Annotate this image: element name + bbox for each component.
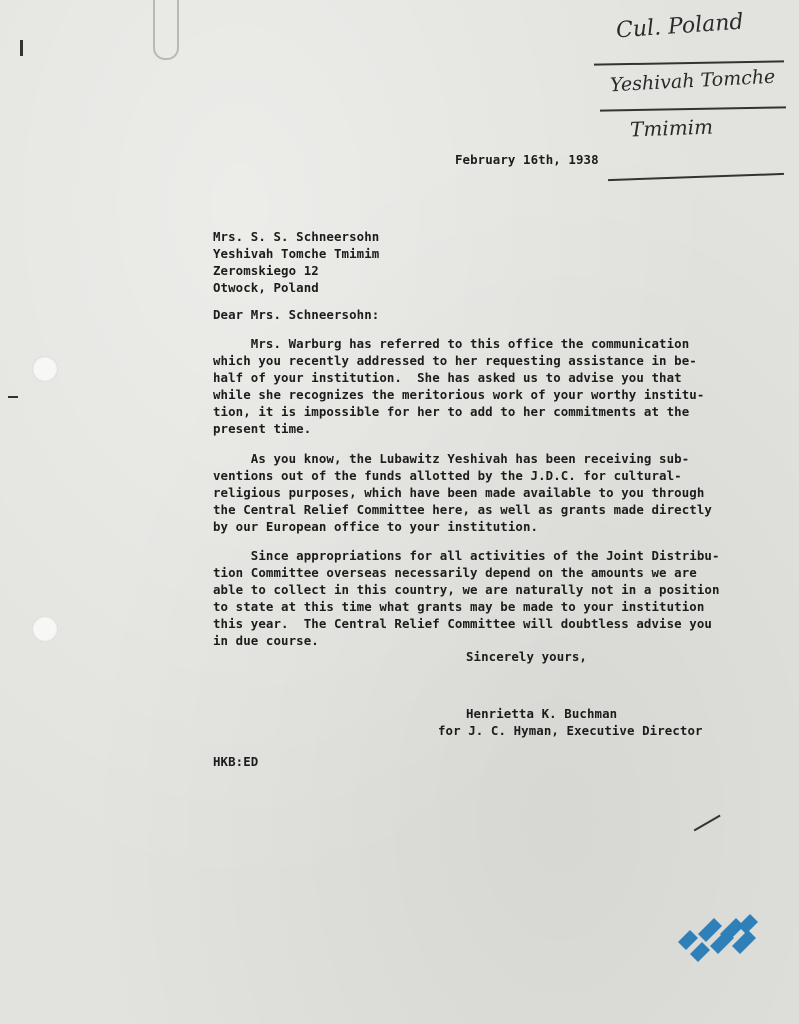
salutation: Dear Mrs. Schneersohn: xyxy=(213,307,380,322)
body-line: while she recognizes the meritorious work of your worthy institu- xyxy=(213,387,705,402)
body-line: in due course. xyxy=(213,633,319,648)
body-line: As you know, the Lubawitz Yeshivah has been receiving sub- xyxy=(213,451,690,466)
recipient-street: Zeromskiego 12 xyxy=(213,263,319,278)
body-line: present time. xyxy=(213,421,312,436)
body-line: tion, it is impossible for her to add to her commitments at the xyxy=(213,404,690,419)
recipient-org: Yeshivah Tomche Tmimim xyxy=(213,246,380,261)
signature-name: Henrietta K. Buchman xyxy=(466,706,618,721)
letter-date: February 16th, 1938 xyxy=(455,152,599,167)
body-line: by our European office to your institution. xyxy=(213,519,539,534)
reference-initials: HKB:ED xyxy=(213,754,259,769)
body-line: able to collect in this country, we are naturally not in a position xyxy=(213,582,720,597)
pen-stroke xyxy=(694,815,721,831)
body-line: this year. The Central Relief Committee will doubtless advise you xyxy=(213,616,712,631)
closing: Sincerely yours, xyxy=(466,649,587,664)
handwritten-rule xyxy=(594,60,784,65)
body-line: Since appropriations for all activities of the Joint Distribu- xyxy=(213,548,720,563)
punch-hole-bottom xyxy=(32,616,58,642)
margin-mark xyxy=(20,40,23,56)
paper-clip-mark xyxy=(153,0,179,60)
body-line: half of your institution. She has asked us to advise you that xyxy=(213,370,682,385)
body-line: tion Committee overseas necessarily depend on the amounts we are xyxy=(213,565,697,580)
punch-hole-top xyxy=(32,356,58,382)
recipient-city: Otwock, Poland xyxy=(213,280,319,295)
body-line: which you recently addressed to her requesting assistance in be- xyxy=(213,353,697,368)
handwritten-note-2: Yeshivah Tomche xyxy=(609,65,776,97)
signature-title: for J. C. Hyman, Executive Director xyxy=(438,723,703,738)
body-line: Mrs. Warburg has referred to this office the communication xyxy=(213,336,690,351)
handwritten-note-3: Tmimim xyxy=(629,114,714,142)
body-line: ventions out of the funds allotted by the J.D.C. for cultural- xyxy=(213,468,682,483)
handwritten-rule xyxy=(608,173,784,181)
handwritten-rule xyxy=(600,106,786,111)
margin-mark xyxy=(8,396,18,398)
handwritten-note-1: Cul. Poland xyxy=(615,9,745,44)
archive-logo-icon xyxy=(676,912,764,970)
recipient-name: Mrs. S. S. Schneersohn xyxy=(213,229,380,244)
body-line: to state at this time what grants may be made to your institution xyxy=(213,599,705,614)
body-line: the Central Relief Committee here, as well as grants made directly xyxy=(213,502,712,517)
body-line: religious purposes, which have been made available to you through xyxy=(213,485,705,500)
